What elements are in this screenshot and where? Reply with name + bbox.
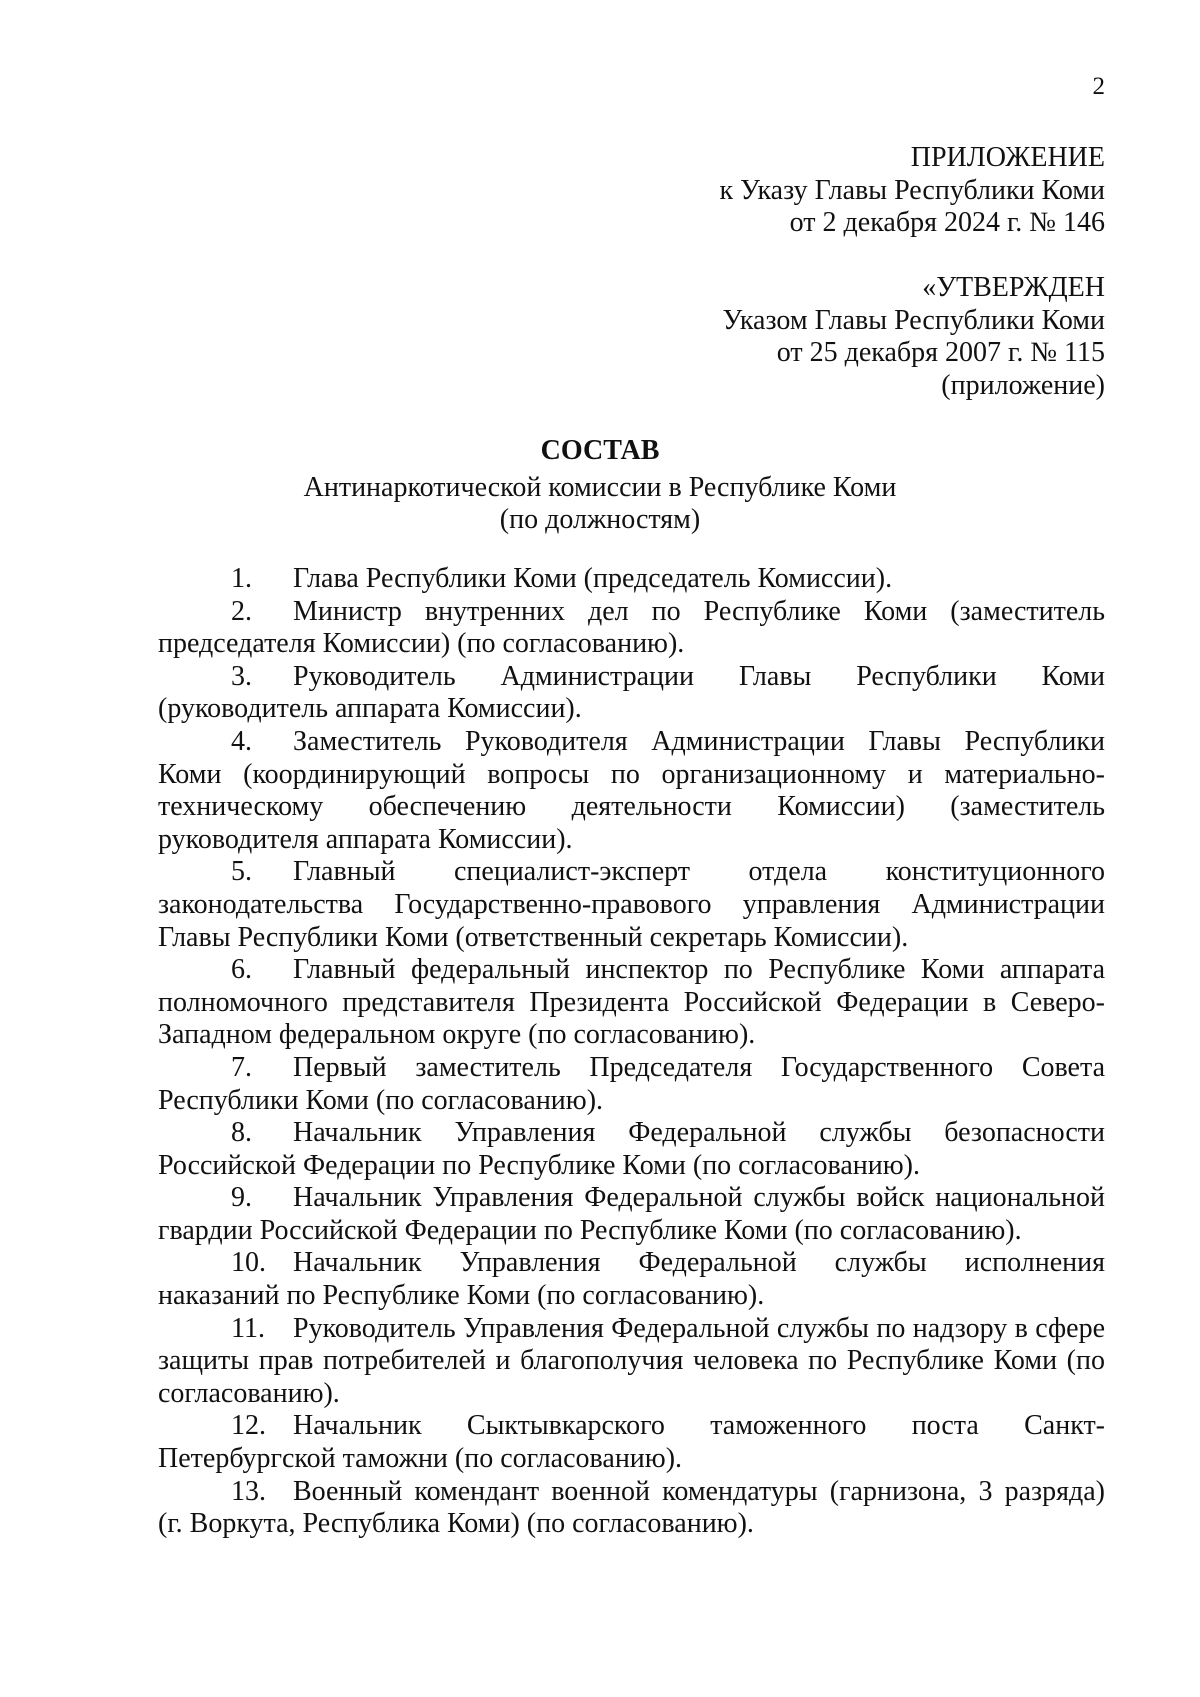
list-item-text: Начальник Управления Федеральной службы войск национальной гвардии Российской Федерации по Республике Коми (по согласованию). [158,1182,1105,1246]
list-item [158,1052,1105,1117]
list-item [158,1476,1105,1541]
list-item-text: Глава Республики Коми (председатель Комиссии). [293,563,893,594]
approved-title: «УТВЕРЖДЕН [922,272,1105,303]
document-title: СОСТАВ [540,435,660,466]
list-item-text: Начальник Управления Федеральной службы безопасности Российской Федерации по Республике Коми (по согласованию). [158,1117,1105,1181]
list-item [158,1117,1105,1182]
document-subtitle-note: (по должностям) [499,504,701,535]
approved-date-line: от 25 декабря 2007 г. № 115 [776,337,1105,368]
approved-decree-line: Указом Главы Республики Коми [722,304,1105,336]
appendix-header [720,142,1105,240]
list-item [158,726,1105,856]
list-item-text: Министр внутренних дел по Республике Коми (заместитель председателя Комиссии) (по согласованию). [158,595,1105,660]
list-item [158,661,1105,726]
list-item-text: Первый заместитель Председателя Государственного Совета Республики Коми (по согласованию). [158,1051,1105,1116]
list-item-text: Начальник Сыктывкарского таможенного поста Санкт-Петербургской таможни (по согласованию). [158,1410,1105,1475]
list-item [158,856,1105,954]
list-item-text: Руководитель Управления Федеральной службы по надзору в сфере защиты прав потребителей и благополучия человека по Республике Коми (по согласованию). [158,1312,1105,1409]
list-item-number: 12. [231,1410,266,1442]
list-item-number: 3. [231,660,252,692]
list-item-number: 10. [231,1247,266,1279]
list-item-text: Военный комендант военной комендатуры (гарнизона, 3 разряда) (г. Воркута, Республика Коми) (по согласованию). [158,1475,1105,1540]
list-item [158,596,1105,661]
appendix-decree-line: к Указу Главы Республики Коми [719,174,1105,206]
list-item-number: 9. [231,1182,252,1214]
list-item [158,1247,1105,1312]
list-item-number: 13. [231,1475,266,1507]
composition-heading [95,435,1105,537]
approved-header [723,272,1105,402]
list-item-text: Руководитель Администрации Главы Республики Коми (руководитель аппарата Комиссии). [158,660,1105,725]
appendix-title: ПРИЛОЖЕНИЕ [910,142,1105,173]
list-item [158,954,1105,1052]
list-item [158,1182,1105,1247]
list-item-number: 7. [231,1051,252,1083]
list-item-text: Заместитель Руководителя Администрации Главы Республики Коми (координирующий вопросы по организационному и материально-техническому обеспечению деятельности Комиссии) (заместитель руководителя аппарата Комиссии). [158,725,1105,855]
list-item-number: 4. [231,725,252,757]
list-item-number: 6. [231,954,252,986]
list-item-number: 8. [231,1117,252,1149]
list-item-text: Начальник Управления Федеральной службы исполнения наказаний по Республике Коми (по согласованию). [158,1247,1105,1312]
list-item-number: 1. [231,563,252,594]
list-item-text: Главный специалист-эксперт отдела конституционного законодательства Государственно-правового управления Администрации Главы Республики Коми (ответственный секретарь Комиссии). [158,856,1105,953]
list-item-text: Главный федеральный инспектор по Республике Коми аппарата полномочного представителя Президента Российской Федерации в Северо-Западном федеральном округе (по согласованию). [158,954,1105,1051]
list-item [158,1410,1105,1475]
list-item-number: 5. [231,856,252,888]
appendix-date-line: от 2 декабря 2024 г. № 146 [789,207,1105,238]
document-subtitle: Антинаркотической комиссии в Республике Коми [303,471,897,503]
page-number: 2 [1092,73,1105,100]
list-item-number: 2. [231,595,252,627]
members-list [158,563,1105,1541]
approved-appendix-note: (приложение) [941,369,1105,401]
list-item-number: 11. [231,1312,265,1344]
list-item [158,563,1105,596]
list-item [158,1313,1105,1411]
